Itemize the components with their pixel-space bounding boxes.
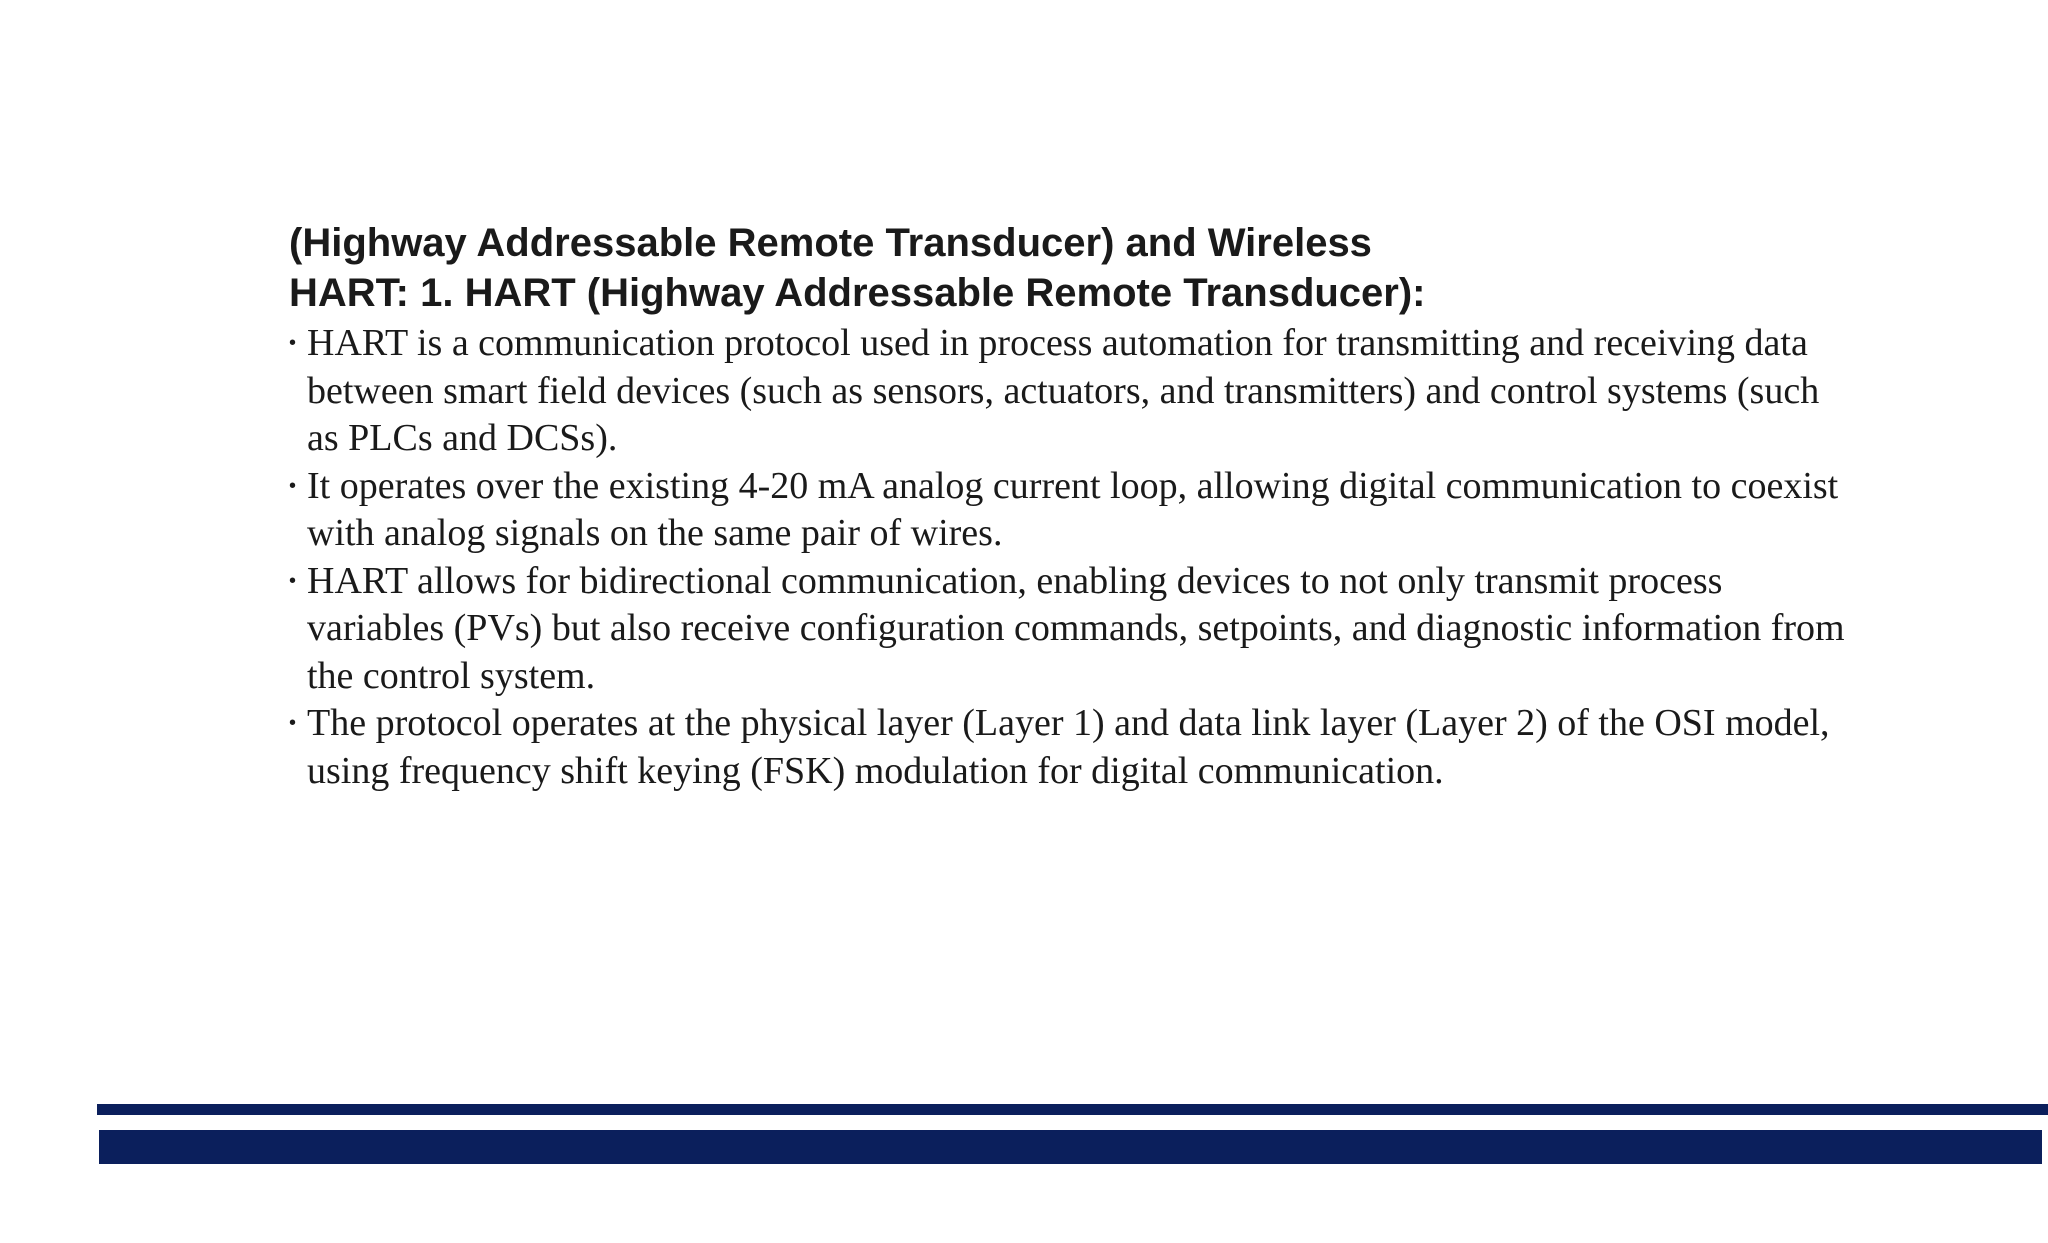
heading-line-1: (Highway Addressable Remote Transducer) and Wireless bbox=[289, 221, 1372, 265]
bullet-item bbox=[289, 463, 1849, 558]
slide-heading bbox=[289, 218, 1849, 318]
bullet-icon: • bbox=[289, 474, 297, 497]
bullet-item bbox=[289, 320, 1849, 463]
bullet-icon: • bbox=[289, 712, 297, 734]
bullet-text: HART allows for bidirectional communication, enabling devices to not only transmit process variables (PVs) but also receive configuration commands, setpoints, and diagnostic information from the control system. bbox=[307, 559, 1845, 697]
bullet-text: It operates over the existing 4-20 mA analog current loop, allowing digital communication to coexist with analog signals on the same pair of wires. bbox=[307, 464, 1839, 554]
bullet-item bbox=[289, 700, 1849, 795]
bullet-text: HART is a communication protocol used in process automation for transmitting and receiving data between smart field devices (such as sensors, actuators, and transmitters) and control systems (such as PLCs and DCSs). bbox=[307, 322, 1820, 459]
slide-content bbox=[289, 218, 1849, 795]
bullet-icon: • bbox=[289, 569, 297, 592]
bullet-item bbox=[289, 558, 1849, 701]
bullet-icon: • bbox=[289, 332, 297, 354]
footer-divider-thin bbox=[97, 1104, 2048, 1115]
footer-divider-thick bbox=[99, 1130, 2042, 1164]
bullet-list bbox=[289, 320, 1849, 795]
bullet-text: The protocol operates at the physical layer (Layer 1) and data link layer (Layer 2) of the OSI model, using frequency shift keying (FSK) modulation for digital communication. bbox=[307, 702, 1830, 792]
heading-line-2: HART: 1. HART (Highway Addressable Remote Transducer): bbox=[289, 271, 1426, 315]
